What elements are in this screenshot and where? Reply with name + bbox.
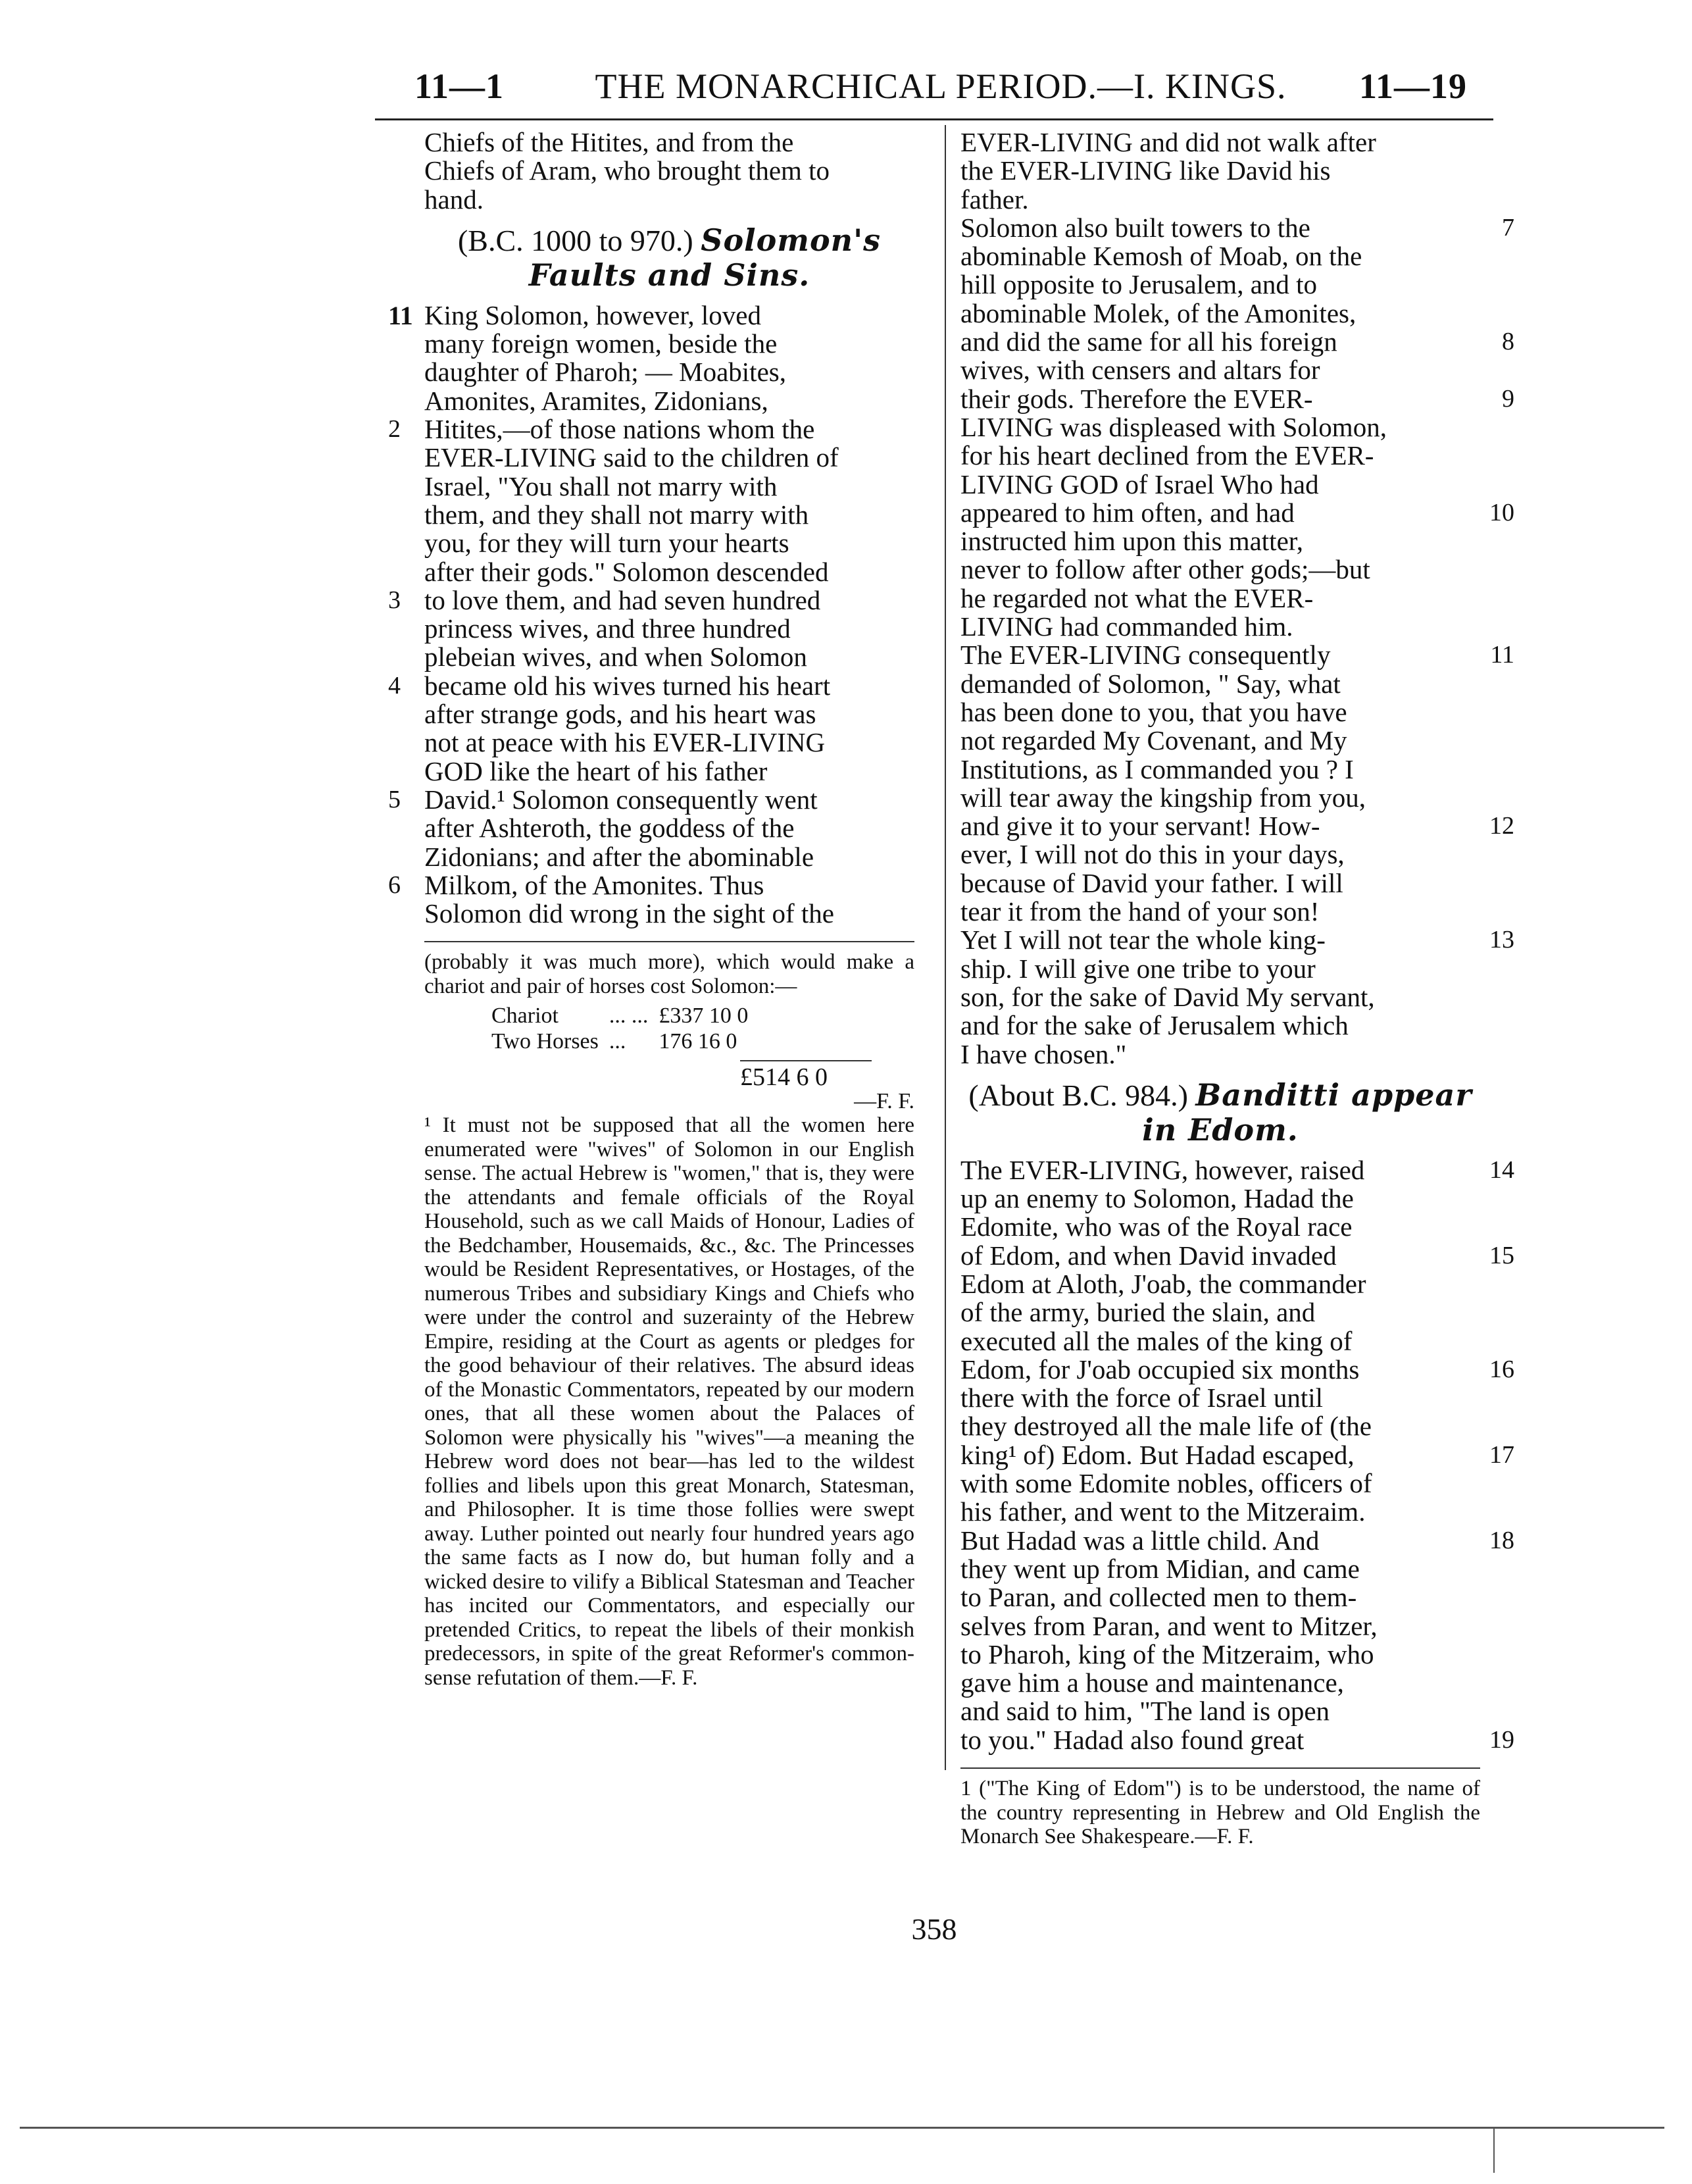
line-text: after Ashteroth, the goddess of the: [424, 813, 795, 844]
line-text: Zidonians; and after the abominable: [424, 841, 814, 872]
line-text: has been done to you, that you have: [960, 696, 1347, 727]
text-line: [960, 1298, 1480, 1327]
line-text: Yet I will not tear the whole king-: [960, 925, 1326, 955]
text-line: [424, 387, 914, 415]
text-line: [960, 869, 1480, 898]
header-title: THE MONARCHICAL PERIOD.—I. KINGS.: [595, 66, 1287, 106]
line-text: of the army, buried the slain, and: [960, 1297, 1316, 1328]
text-line: [960, 640, 1514, 671]
line-text: Milkom, of the Amonites. Thus: [424, 869, 764, 900]
verse-number: 17: [1489, 1440, 1514, 1469]
cost-dots: ... ...: [609, 1003, 649, 1029]
text-line: [424, 728, 914, 757]
line-text: executed all the males of the king of: [960, 1325, 1353, 1356]
text-line: [960, 1555, 1480, 1583]
line-text: and give it to your servant! How-: [960, 811, 1320, 842]
text-line: [960, 186, 1480, 214]
verse-number: 15: [1489, 1241, 1514, 1269]
line-text: father.: [960, 184, 1029, 215]
verse-number: 14: [1489, 1155, 1514, 1184]
text-line: [960, 1154, 1514, 1185]
verse-number: 16: [1489, 1355, 1514, 1383]
line-text: Solomon also built towers to the: [960, 212, 1310, 243]
text-line: [424, 501, 914, 529]
line-text: EVER-LIVING said to the children of: [424, 442, 839, 473]
verse-number: 4: [388, 671, 401, 699]
line-text: LIVING GOD of Israel Who had: [960, 469, 1319, 499]
section-heading-solomon: [424, 223, 914, 292]
text-line: [960, 497, 1514, 528]
cost-amount: £337 10 0: [659, 1003, 749, 1029]
line-text: not at peace with his EVER-LIVING: [424, 727, 826, 758]
line-text: Institutions, as I commanded you ? I: [960, 753, 1354, 784]
footnote-rule: [424, 941, 914, 942]
text-line: [960, 1724, 1514, 1755]
line-text: plebeian wives, and when Solomon: [424, 642, 807, 673]
cost-row: [491, 1029, 757, 1054]
text-line: [388, 414, 914, 445]
text-line: [960, 784, 1480, 812]
line-text: to you." Hadad also found great: [960, 1724, 1305, 1755]
text-line: [960, 1412, 1480, 1440]
section-date: (B.C. 1000 to 970.): [457, 223, 693, 257]
verse-number: 2: [388, 415, 401, 444]
text-line: [960, 755, 1480, 784]
line-text: of Edom, and when David invaded: [960, 1240, 1337, 1271]
text-line: [960, 584, 1480, 613]
text-line: [960, 242, 1480, 270]
line-text: abominable Kemosh of Moab, on the: [960, 241, 1362, 272]
text-line: [960, 1669, 1480, 1697]
text-line: [424, 358, 914, 386]
line-text: Amonites, Aramites, Zidonians,: [424, 385, 768, 416]
line-text: Chiefs of Aram, who brought them to: [424, 155, 830, 186]
text-line: [960, 1327, 1480, 1356]
text-line: [960, 326, 1514, 357]
line-text: wives, with censers and altars for: [960, 355, 1320, 386]
line-text: because of David your father. I will: [960, 867, 1343, 898]
text-line: [424, 444, 914, 472]
column-divider: [945, 125, 946, 1770]
section-title: Banditti appear: [1195, 1077, 1472, 1113]
text-line: [960, 1040, 1480, 1069]
scan-bottom-tick: [1493, 2127, 1495, 2173]
text-line: [424, 186, 914, 214]
text-line: [960, 470, 1480, 499]
line-text: gave him a house and maintenance,: [960, 1667, 1344, 1698]
text-line: [960, 1384, 1480, 1412]
scan-bottom-rule: [20, 2127, 1664, 2129]
verse-number: 18: [1489, 1526, 1514, 1554]
line-text: to Paran, and collected men to them-: [960, 1582, 1357, 1613]
text-line: [424, 472, 914, 501]
text-line: [960, 811, 1514, 842]
text-line: [960, 613, 1480, 641]
text-line: [960, 898, 1480, 926]
cost-table: [490, 1002, 759, 1055]
text-line: [424, 843, 914, 871]
cost-dots: ...: [609, 1029, 626, 1054]
line-text: instructed him upon this matter,: [960, 526, 1304, 557]
section-title-cont: Faults and Sins.: [528, 257, 810, 293]
line-text: to love them, and had seven hundred: [424, 584, 821, 615]
line-text: daughter of Pharoh; — Moabites,: [424, 357, 786, 388]
line-text: abominable Molek, of the Amonites,: [960, 297, 1356, 328]
verse-number: 3: [388, 586, 401, 614]
line-text: princess wives, and three hundred: [424, 613, 791, 644]
footnote-continuation: (probably it was much more), which would make a chariot and pair of horses cost Solomon:—: [424, 950, 914, 998]
text-line: [424, 900, 914, 928]
line-text: many foreign women, beside the: [424, 328, 778, 359]
text-line: [960, 1583, 1480, 1612]
left-verse-block: [388, 299, 914, 929]
line-text: you, for they will turn your hearts: [424, 528, 789, 559]
line-text: EVER-LIVING and did not walk after: [960, 127, 1376, 157]
verse-number: 7: [1502, 213, 1514, 241]
text-line: [424, 615, 914, 643]
text-line: [960, 413, 1480, 442]
line-text: and for the sake of Jerusalem which: [960, 1010, 1349, 1041]
section-heading-banditti: [960, 1078, 1480, 1147]
left-footnotes: [424, 950, 914, 1690]
line-text: demanded of Solomon, " Say, what: [960, 668, 1341, 699]
text-line: [960, 955, 1480, 983]
line-text: his father, and went to the Mitzeraim.: [960, 1496, 1366, 1527]
text-line: [388, 784, 914, 815]
line-text: Edom, for J'oab occupied six months: [960, 1354, 1360, 1384]
verse-number: 9: [1502, 384, 1514, 413]
line-text: Edomite, who was of the Royal race: [960, 1211, 1353, 1242]
verse-number: 19: [1489, 1725, 1514, 1754]
text-line: [960, 128, 1480, 157]
line-text: The EVER-LIVING consequently: [960, 640, 1331, 671]
right-verse-block-b: [960, 1154, 1514, 1755]
line-text: The EVER-LIVING, however, raised: [960, 1154, 1365, 1185]
text-line: [424, 529, 914, 557]
line-text: them, and they shall not marry with: [424, 499, 809, 530]
line-text: Hitites,—of those nations whom the: [424, 414, 815, 445]
line-text: Edom at Aloth, J'oab, the commander: [960, 1268, 1366, 1299]
text-line: [960, 983, 1480, 1011]
line-text: Israel, "You shall not marry with: [424, 470, 778, 501]
text-line: [960, 1213, 1480, 1241]
text-line: [960, 527, 1480, 555]
cost-item: Chariot: [491, 1003, 559, 1029]
line-text: after their gods." Solomon descended: [424, 556, 829, 587]
left-column: [388, 127, 914, 1690]
line-text: Chiefs of the Hitites, and from the: [424, 127, 794, 157]
text-line: [424, 128, 914, 157]
line-text: they destroyed all the male life of (the: [960, 1411, 1372, 1442]
header-verse-end: 11—19: [1358, 66, 1467, 106]
line-text: for his heart declined from the EVER-: [960, 440, 1374, 471]
line-text: tear it from the hand of your son!: [960, 896, 1320, 927]
section-title: Solomon's: [701, 222, 882, 258]
verse-number: 11: [1490, 641, 1514, 669]
line-text: hand.: [424, 184, 484, 215]
text-line: [960, 1697, 1480, 1725]
text-line: [960, 726, 1480, 755]
text-line: [424, 157, 914, 185]
verse-number: 8: [1502, 328, 1514, 356]
line-text: never to follow after other gods;—but: [960, 554, 1370, 585]
line-text: he regarded not what the EVER-: [960, 582, 1314, 613]
text-line: [960, 1270, 1480, 1298]
line-text: with some Edomite nobles, officers of: [960, 1468, 1372, 1499]
footnote-1: ¹ It must not be supposed that all the women here enumerated were "wives" of Solomon in our English sense. The actual Hebrew is "women," that is, they were the attendants and female officials of the Royal Household, such as we call Maids of Honour, Ladies of the Bedchamber, Housemaids, &c., &c. The Princesses would be Resident Representatives, or Hostages, of the numerous Tribes and subsidiary Kings and Chiefs who were under the control and suzerainty of the Hebrew Empire, residing at the Court as agents or pledges for the good behaviour of their relatives. The absurd ideas of the Monastic Commentators, repeated by our modern ones, that all these women about the Palaces of Solomon were physically his "wives"—a meaning the Hebrew word does not bear—has led to the wildest follies and libels upon this great Monarch, Statesman, and Philosopher. It is time those follies were swept away. Luther pointed out nearly four hundred years ago the same facts as I now do, but human folly and a wicked desire to vilify a Biblical Statesman and Teacher has incited our Commentators, and especially our pretended Critics, to repeat the libels of their monkish predecessors, in spite of the great Reformer's common-sense refutation of them.—F. F.: [424, 1113, 914, 1690]
line-text: GOD like the heart of his father: [424, 755, 768, 786]
text-line: [960, 1011, 1480, 1040]
text-line: [960, 840, 1480, 869]
text-line: [960, 555, 1480, 584]
line-text: after strange gods, and his heart was: [424, 699, 816, 730]
line-text: there with the force of Israel until: [960, 1383, 1323, 1413]
cost-item: Two Horses: [491, 1029, 599, 1054]
line-text: became old his wives turned his heart: [424, 670, 831, 701]
line-text: their gods. Therefore the EVER-: [960, 383, 1313, 414]
text-line: [960, 299, 1480, 328]
text-line: [424, 700, 914, 728]
line-text: ever, I will not do this in your days,: [960, 839, 1345, 870]
text-line: [960, 1184, 1480, 1213]
line-text: and did the same for all his foreign: [960, 326, 1337, 357]
line-text: the EVER-LIVING like David his: [960, 155, 1331, 186]
line-text: selves from Paran, and went to Mitzer,: [960, 1610, 1378, 1641]
line-text: But Hadad was a little child. And: [960, 1525, 1320, 1556]
verse-number: 13: [1489, 926, 1514, 954]
text-line: [424, 330, 914, 358]
line-text: ship. I will give one tribe to your: [960, 953, 1316, 984]
text-line: [960, 1498, 1480, 1526]
text-line: [960, 157, 1480, 185]
line-text: up an enemy to Solomon, Hadad the: [960, 1183, 1354, 1214]
cost-signature: —F. F.: [854, 1088, 914, 1113]
line-text: I have chosen.": [960, 1038, 1127, 1069]
text-line: [960, 1612, 1480, 1640]
line-text: will tear away the kingship from you,: [960, 782, 1366, 813]
line-text: not regarded My Covenant, and My: [960, 725, 1347, 756]
verse-number: 5: [388, 785, 401, 813]
text-line: [960, 270, 1480, 299]
section-date: (About B.C. 984.): [968, 1078, 1188, 1112]
line-text: king¹ of) Edom. But Hadad escaped,: [960, 1439, 1355, 1470]
text-line: [960, 442, 1480, 470]
cost-amount: 176 16 0: [659, 1029, 737, 1054]
text-line: [388, 584, 914, 615]
running-header: [395, 66, 1487, 112]
text-line: [388, 869, 914, 900]
section-title-cont: in Edom.: [1142, 1111, 1299, 1148]
header-rule: [375, 118, 1493, 120]
line-text: and said to him, "The land is open: [960, 1696, 1330, 1727]
text-line: [424, 814, 914, 842]
verse-number: 10: [1489, 498, 1514, 526]
text-line: [960, 1525, 1514, 1556]
line-text: to Pharoh, king of the Mitzeraim, who: [960, 1638, 1374, 1669]
text-line: [960, 670, 1480, 698]
text-line: [960, 1354, 1514, 1384]
line-text: King Solomon, however, loved: [424, 299, 761, 330]
text-line: [960, 383, 1514, 414]
line-text: LIVING had commanded him.: [960, 611, 1293, 642]
verse-number: 12: [1489, 812, 1514, 840]
text-line: [424, 757, 914, 786]
text-line: [960, 1439, 1514, 1470]
text-line: [960, 1240, 1514, 1271]
line-text: appeared to him often, and had: [960, 497, 1295, 528]
text-line: [388, 670, 914, 701]
verse-number: 11: [388, 300, 413, 330]
right-verse-block-a: [960, 127, 1514, 1069]
line-text: LIVING was displeased with Solomon,: [960, 411, 1387, 442]
text-line: [960, 1640, 1480, 1669]
text-line: [388, 299, 914, 330]
text-line: [960, 698, 1480, 726]
left-intro-lines: [424, 128, 914, 214]
line-text: they went up from Midian, and came: [960, 1553, 1360, 1584]
right-column: [960, 127, 1514, 1849]
right-footnote: 1 ("The King of Edom") is to be understood, the name of the country representing in Hebrew and Old English the Monarch See Shakespeare.—F. F.: [960, 1777, 1480, 1849]
line-text: Solomon did wrong in the sight of the: [424, 898, 834, 929]
cost-row: [491, 1003, 757, 1028]
text-line: [424, 558, 914, 586]
line-text: son, for the sake of David My servant,: [960, 981, 1375, 1012]
text-line: [960, 925, 1514, 955]
cost-total: £514 6 0: [740, 1060, 872, 1090]
line-text: David.¹ Solomon consequently went: [424, 784, 818, 815]
text-line: [424, 643, 914, 671]
line-text: hill opposite to Jerusalem, and to: [960, 269, 1318, 300]
text-line: [960, 1469, 1480, 1498]
page-number: 358: [911, 1912, 957, 1946]
text-line: [960, 356, 1480, 384]
footnote-rule: [960, 1767, 1480, 1769]
text-line: [960, 212, 1514, 243]
header-verse-start: 11—1: [414, 66, 505, 106]
verse-number: 6: [388, 871, 401, 899]
